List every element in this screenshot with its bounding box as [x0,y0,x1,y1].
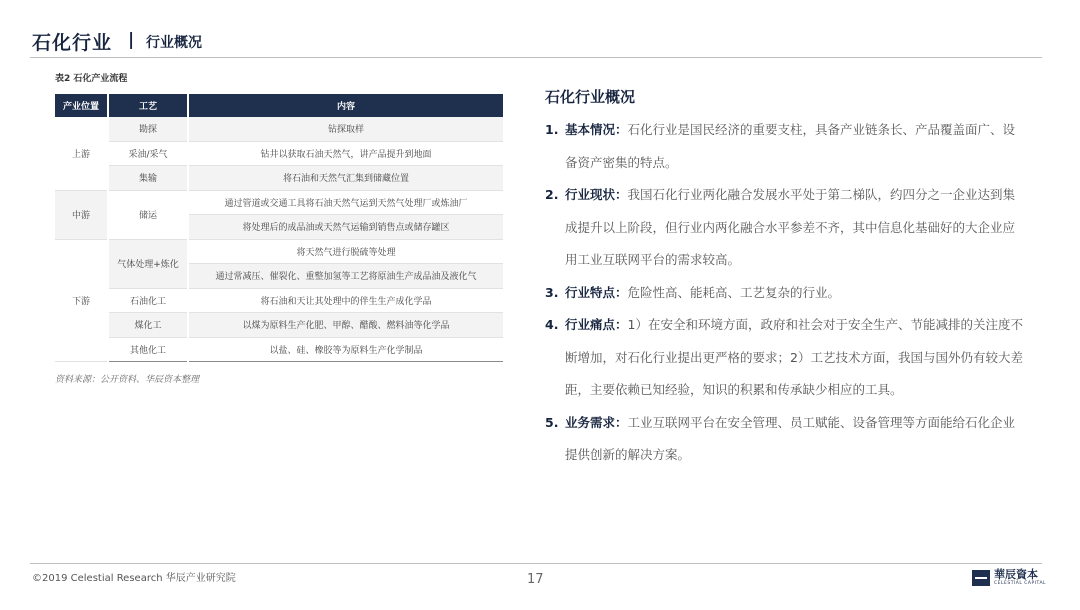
cell-content: 钻探取样 [188,117,503,141]
point-number: 5. [545,414,559,430]
cell-content: 钻井以获取石油天然气，讲产品提升到地面 [188,141,503,166]
table-row [55,190,503,215]
point-text: 1）在安全和环境方面，政府和社会对于安全生产、节能减排的关注度不断增加，对石化行业提出更严格的要求；2）工艺技术方面，我国与国外仍有较大差距，主要依赖已知经验，知识的积累和传承缺少相应的工具。 [565,317,1023,397]
cell-position: 中游 [55,190,108,239]
point-label: 行业特点： [565,284,628,300]
cell-content: 将石油和天让其处理中的伴生生产成化学品 [188,288,503,313]
header-process: 工艺 [108,94,188,117]
point-label: 业务需求： [565,414,628,430]
overview-point [545,179,1027,277]
page-subtitle: 行业概况 [146,35,202,51]
cell-content: 将石油和天然气汇集到储藏位置 [188,166,503,191]
table-source: 资料来源：公开资料、华辰资本整理 [55,375,200,385]
point-text: 工业互联网平台在安全管理、员工赋能、设备管理等方面能给石化企业提供创新的解决方案。 [565,414,1016,462]
table-header-row [55,94,503,117]
cell-position: 上游 [55,117,108,190]
overview-title: 石化行业概况 [545,88,636,106]
header-divider [30,57,1042,58]
cell-process: 气体处理+炼化 [108,239,188,288]
point-number: 4. [545,317,559,332]
footer-copyright: ©2019 Celestial Research 华辰产业研究院 [32,573,236,584]
table-row [55,288,503,313]
cell-process: 采油/采气 [108,141,188,166]
logo-name-en: CELESTIAL CAPITAL [994,581,1047,586]
company-logo [972,569,1046,587]
cell-content: 将处理后的成品油或天然气运输到销售点或储存罐区 [188,215,503,240]
point-label: 基本情况： [565,122,628,137]
table-row [55,337,503,362]
point-label: 行业现状： [565,187,628,202]
point-number: 3. [545,284,559,300]
point-text: 我国石化行业两化融合发展水平处于第二梯队，约四分之一企业达到集成提升以上阶段，但行业内两化融合水平参差不齐，其中信息化基础好的大企业应用工业互联网平台的需求较高。 [565,187,1016,267]
table-row [55,117,503,141]
table-row [55,239,503,264]
table-row [55,141,503,166]
overview-list [545,114,1027,472]
page-title: 石化行业 [32,32,113,54]
logo-mark-icon [972,570,990,586]
overview-point [545,277,1027,310]
overview-point [545,309,1027,407]
industry-flow-table [55,94,503,362]
table-row [55,313,503,338]
cell-process: 集输 [108,166,188,191]
cell-process: 石油化工 [108,288,188,313]
logo-name-cn: 華辰資本 [994,568,1038,581]
table-row [55,166,503,191]
page-number: 17 [527,572,544,587]
point-text: 危险性高、能耗高、工艺复杂的行业。 [627,284,841,300]
table-caption: 表2 石化产业流程 [55,74,128,84]
cell-content: 通过管道或交通工具将石油天然气运到天然气处理厂或炼油厂 [188,190,503,215]
cell-process: 其他化工 [108,337,188,362]
overview-point [545,407,1027,472]
overview-point [545,114,1027,179]
point-number: 2. [545,187,559,202]
point-number: 1. [545,122,559,137]
cell-content: 通过常减压、催裂化、重整加氢等工艺将原油生产成品油及液化气 [188,264,503,289]
cell-process: 储运 [108,190,188,239]
title-separator: | [128,30,135,50]
cell-process: 勘探 [108,117,188,141]
header-position: 产业位置 [55,94,108,117]
point-label: 行业痛点： [565,317,628,332]
cell-content: 以盐、硅、橡胶等为原料生产化学制品 [188,337,503,362]
cell-process: 煤化工 [108,313,188,338]
point-text: 石化行业是国民经济的重要支柱，具备产业链条长、产品覆盖面广、设备资产密集的特点。 [565,122,1016,170]
footer-divider [30,563,1042,564]
cell-position: 下游 [55,239,108,362]
header-content: 内容 [188,94,503,117]
cell-content: 以煤为原料生产化肥、甲醇、醋酸、燃料油等化学品 [188,313,503,338]
cell-content: 将天然气进行脱硫等处理 [188,239,503,264]
